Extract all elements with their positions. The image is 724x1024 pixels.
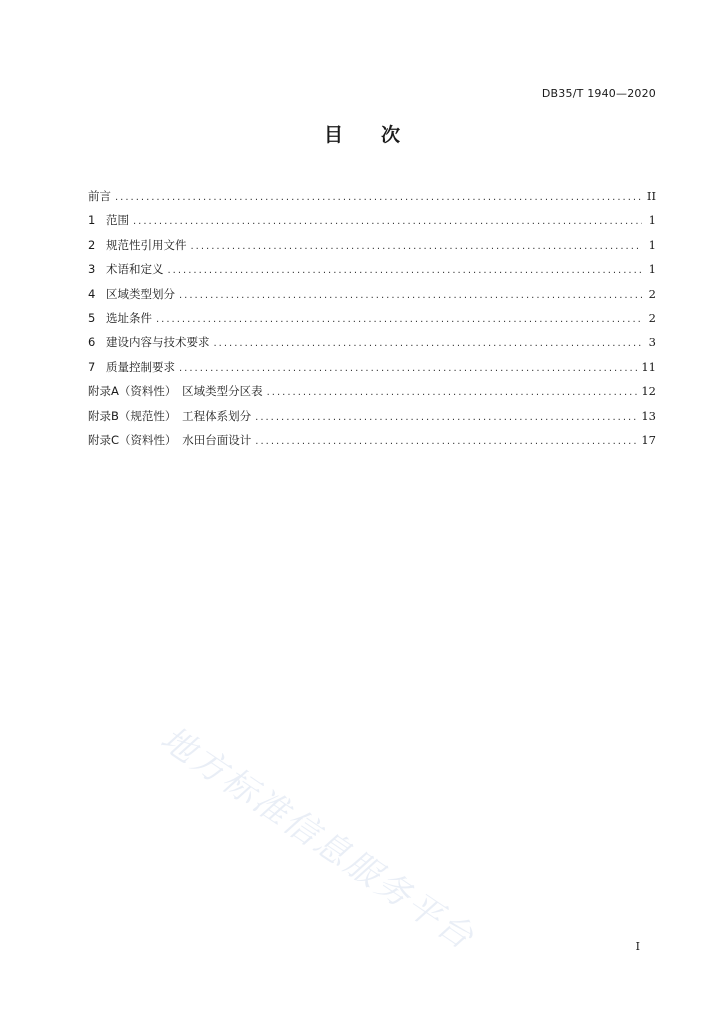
toc-entry-label: 质量控制要求: [106, 359, 175, 374]
toc-leader-dots: [168, 259, 643, 283]
toc-leader-dots: [179, 357, 637, 381]
toc-leader-dots: [156, 308, 642, 332]
toc-entry-number: 2: [88, 237, 96, 252]
toc-entry-5[interactable]: [88, 306, 656, 330]
toc-entry-label: 术语和定义: [106, 262, 164, 277]
toc-entry-label: 附录A（资料性） 区域类型分区表: [88, 384, 263, 399]
title-char-1: 目: [323, 124, 343, 146]
toc-leader-dots: [115, 186, 642, 210]
toc-entry-page: 1: [648, 213, 656, 228]
toc-entry-page: 2: [648, 310, 656, 325]
toc-entry-4[interactable]: [88, 282, 656, 306]
toc-leader-dots: [179, 284, 642, 308]
toc-entry-foreword[interactable]: [88, 184, 656, 208]
title-char-2: 次: [381, 124, 401, 146]
toc-entry-number: 7: [88, 359, 96, 374]
document-code: DB35/T 1940—2020: [541, 87, 656, 100]
toc-entry-appendix-a[interactable]: [88, 379, 656, 403]
toc-entry-label: 选址条件: [106, 310, 152, 325]
toc-entry-label: 规范性引用文件: [106, 237, 187, 252]
toc-entry-number: 6: [88, 335, 96, 350]
toc-entry-page: 17: [641, 432, 656, 447]
toc-entry-page: 1: [648, 237, 656, 252]
table-of-contents: [88, 184, 656, 452]
toc-entry-label: 范围: [106, 213, 129, 228]
toc-entry-2[interactable]: [88, 233, 656, 257]
toc-entry-label: 建设内容与技术要求: [106, 335, 210, 350]
toc-entry-label: 附录C（资料性） 水田台面设计: [88, 432, 252, 447]
toc-leader-dots: [191, 235, 643, 259]
watermark: 地方标准信息服务平台: [153, 718, 483, 959]
toc-entry-page: 13: [641, 408, 656, 423]
toc-entry-page: 12: [641, 384, 656, 399]
toc-entry-number: 5: [88, 310, 96, 325]
toc-leader-dots: [214, 332, 643, 356]
toc-leader-dots: [133, 210, 642, 234]
toc-entry-7[interactable]: [88, 355, 656, 379]
toc-entry-number: 1: [88, 213, 96, 228]
page-title: [0, 120, 724, 147]
toc-entry-page: 1: [648, 262, 656, 277]
toc-leader-dots: [255, 406, 637, 430]
page-number: I: [635, 940, 640, 953]
toc-entry-page: 2: [648, 286, 656, 301]
toc-entry-label: 区域类型划分: [106, 286, 175, 301]
toc-entry-1[interactable]: [88, 208, 656, 232]
toc-entry-page: 11: [641, 359, 656, 374]
toc-entry-page: II: [646, 189, 656, 203]
toc-entry-number: 4: [88, 286, 96, 301]
toc-entry-number: 3: [88, 262, 96, 277]
toc-entry-label: 附录B（规范性） 工程体系划分: [88, 408, 252, 423]
toc-entry-appendix-b[interactable]: [88, 404, 656, 428]
toc-entry-appendix-c[interactable]: [88, 428, 656, 452]
toc-entry-label: 前言: [88, 189, 111, 203]
toc-entry-6[interactable]: [88, 330, 656, 354]
toc-leader-dots: [267, 381, 638, 405]
toc-entry-page: 3: [648, 335, 656, 350]
toc-entry-3[interactable]: [88, 257, 656, 281]
toc-leader-dots: [255, 430, 637, 454]
